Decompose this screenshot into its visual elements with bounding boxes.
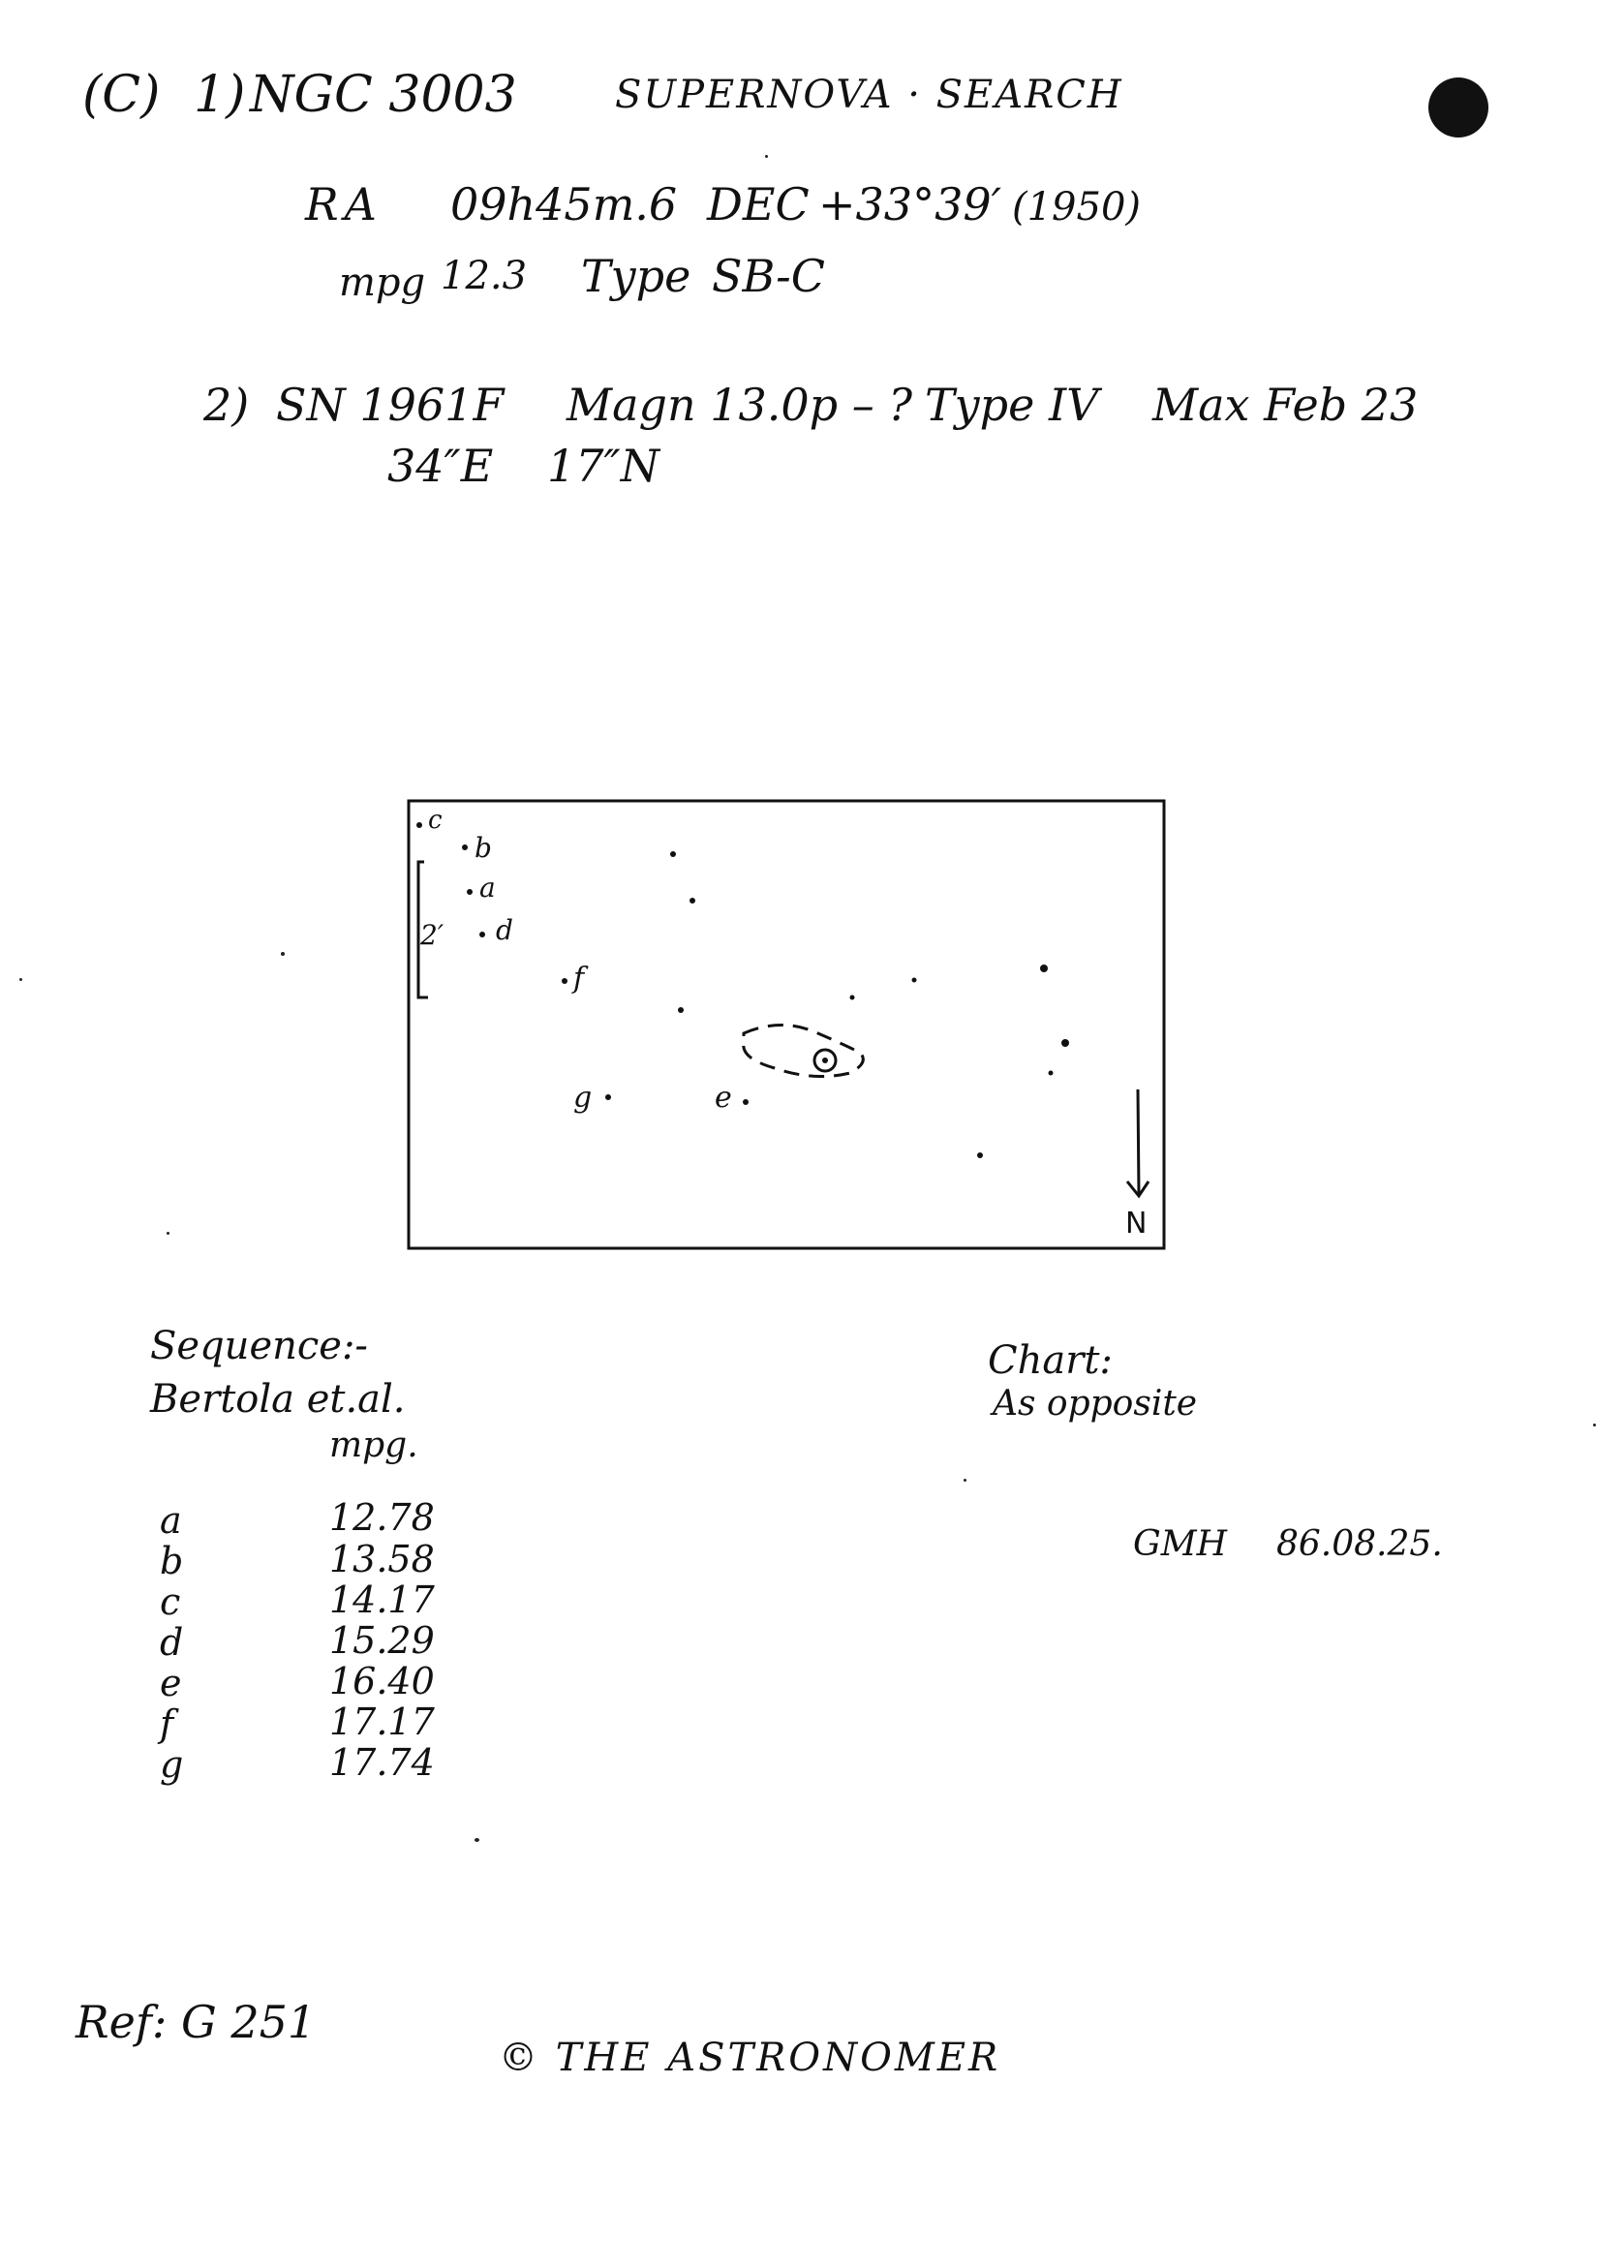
sequence-source: Bertola et.al. — [150, 1377, 406, 1422]
supernova-magnitude: Magn 13.0p – ? — [567, 379, 912, 431]
item-number-2: 2) — [203, 379, 250, 431]
field-star — [850, 996, 855, 1000]
sequence-star: b — [160, 1540, 184, 1582]
scan-speck — [765, 155, 768, 158]
field-star — [912, 978, 917, 983]
chart-note-value: As opposite — [993, 1384, 1198, 1424]
star-label-a: a — [479, 872, 496, 904]
star-f — [562, 978, 567, 984]
field-star — [689, 898, 695, 904]
item-number-1: 1) — [194, 66, 246, 124]
sequence-star: g — [160, 1743, 184, 1786]
ra-value: 09h45m.6 — [450, 178, 678, 230]
ink-dot — [1428, 77, 1488, 138]
scan-speck — [964, 1479, 966, 1482]
mag-label: mpg — [339, 261, 426, 305]
scan-speck — [167, 1232, 169, 1235]
star-d — [479, 932, 485, 937]
supernova-maximum: Max Feb 23 — [1152, 379, 1419, 431]
dec-value: +33°39′ — [818, 178, 1002, 230]
sequence-star: c — [160, 1580, 181, 1623]
dec-label: DEC — [707, 178, 810, 230]
supernova-marker-center — [822, 1057, 828, 1063]
page-title: SUPERNOVA · SEARCH — [615, 73, 1123, 117]
type-value: SB-C — [712, 250, 825, 302]
initials: GMH — [1133, 1524, 1228, 1564]
north-arrow-shaft — [1138, 1089, 1139, 1194]
sequence-star: a — [160, 1499, 182, 1542]
section-label: (C) — [82, 66, 161, 124]
sequence-mag: 14.17 — [329, 1578, 435, 1621]
star-a — [467, 889, 473, 895]
scale-label: 2′ — [420, 919, 444, 951]
star-label-b: b — [475, 832, 492, 864]
sequence-mag: 15.29 — [329, 1619, 435, 1662]
offset-east: 34″E — [387, 440, 494, 492]
field-star — [1040, 965, 1048, 972]
field-star — [678, 1007, 684, 1013]
object-name: NGC 3003 — [250, 66, 517, 124]
galaxy-outline — [744, 1025, 864, 1076]
scan-speck — [475, 1838, 479, 1842]
sequence-mag: 12.78 — [329, 1496, 435, 1539]
field-star — [1061, 1039, 1069, 1047]
star-label-f: f — [573, 962, 585, 996]
north-label: N — [1125, 1207, 1148, 1241]
star-g — [605, 1094, 611, 1100]
sequence-mag: 13.58 — [329, 1538, 435, 1580]
field-star — [670, 851, 676, 857]
signature-date: 86.08.25. — [1276, 1524, 1443, 1564]
reference: Ref: G 251 — [76, 1996, 317, 2048]
sequence-mag: 17.74 — [329, 1741, 435, 1784]
scan-speck — [1593, 1424, 1596, 1426]
sequence-column-header: mpg. — [329, 1425, 418, 1465]
star-b — [462, 844, 468, 850]
sequence-mag: 17.17 — [329, 1701, 435, 1743]
chart-frame — [409, 801, 1164, 1248]
offset-north: 17″N — [547, 440, 659, 492]
sequence-mag: 16.40 — [329, 1660, 435, 1702]
type-label: Type — [581, 250, 691, 302]
mag-value: 12.3 — [441, 254, 528, 298]
sequence-star: d — [160, 1621, 184, 1664]
sequence-star: e — [160, 1662, 182, 1704]
scan-speck — [281, 952, 285, 956]
star-label-e: e — [715, 1081, 732, 1115]
star-e — [743, 1099, 749, 1105]
sequence-title: Sequence:- — [150, 1324, 368, 1368]
star-c — [416, 822, 422, 828]
field-star — [977, 1152, 983, 1158]
scan-speck — [19, 978, 22, 981]
epoch: (1950) — [1012, 185, 1142, 230]
sequence-star: f — [160, 1702, 174, 1745]
supernova-name: SN 1961F — [276, 379, 505, 431]
field-star — [1049, 1071, 1054, 1076]
star-label-g: g — [573, 1081, 593, 1115]
finder-chart — [407, 799, 1167, 1254]
supernova-type: Type IV — [925, 379, 1099, 431]
copyright: © THE ASTRONOMER — [499, 2036, 1001, 2080]
star-label-d: d — [496, 914, 513, 946]
chart-note-label: Chart: — [988, 1338, 1113, 1383]
star-label-c: c — [428, 806, 443, 835]
ra-label: RA — [305, 178, 383, 230]
